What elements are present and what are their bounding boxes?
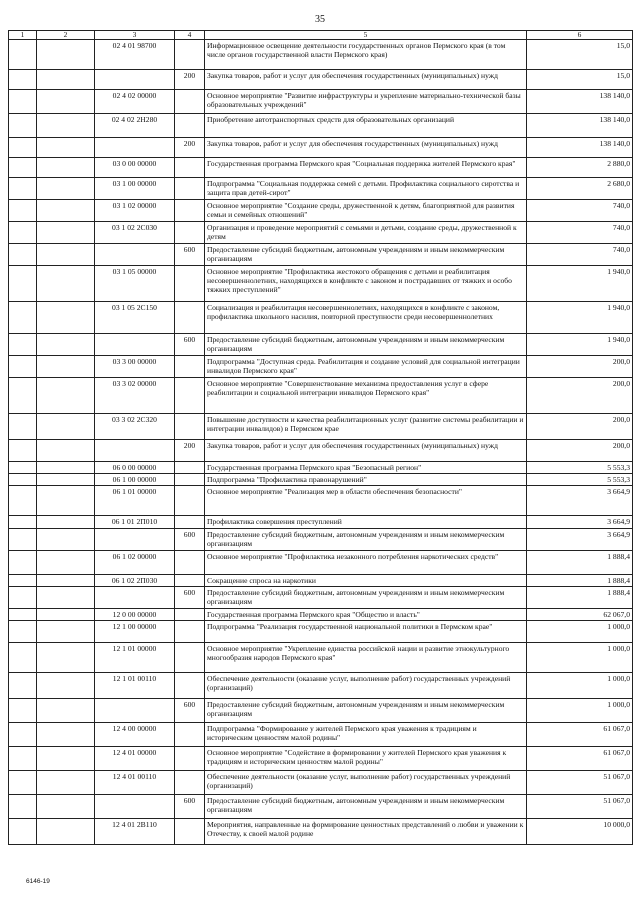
cell-name: Повышение доступности и качества реабилитационных услуг (развитие системы реабилитации и интеграции инвалидов) в Пермском крае	[205, 414, 527, 440]
cell-col2	[37, 114, 95, 138]
cell-col2	[37, 608, 95, 620]
cell-code: 12 4 00 00000	[95, 723, 175, 747]
table-row	[9, 795, 633, 819]
cell-expense-type: 200	[175, 138, 205, 158]
cell-expense-type	[175, 723, 205, 747]
cell-amount: 61 067,0	[527, 747, 633, 771]
cell-col1	[9, 222, 37, 244]
cell-code: 03 0 00 00000	[95, 158, 175, 178]
column-header: 1	[9, 31, 37, 40]
cell-amount: 3 664,9	[527, 528, 633, 550]
table-row	[9, 673, 633, 699]
cell-expense-type	[175, 747, 205, 771]
cell-col1	[9, 70, 37, 90]
cell-col1	[9, 158, 37, 178]
cell-expense-type	[175, 200, 205, 222]
cell-col1	[9, 356, 37, 378]
cell-name: Предоставление субсидий бюджетным, автономным учреждениям и иным некоммерческим организациям	[205, 586, 527, 608]
cell-col1	[9, 40, 37, 70]
table-row	[9, 528, 633, 550]
cell-col2	[37, 70, 95, 90]
cell-amount: 1 940,0	[527, 266, 633, 302]
table-row	[9, 586, 633, 608]
cell-code: 12 4 01 00110	[95, 771, 175, 795]
cell-expense-type	[175, 486, 205, 516]
cell-col1	[9, 550, 37, 574]
cell-amount: 1 940,0	[527, 334, 633, 356]
cell-code: 03 1 00 00000	[95, 178, 175, 200]
cell-name: Основное мероприятие "Создание среды, дружественной к детям, благоприятной для развития семьи и семейных отношений"	[205, 200, 527, 222]
footer-code: 6146-19	[26, 878, 50, 885]
cell-code: 06 1 02 2П030	[95, 574, 175, 586]
table-row	[9, 643, 633, 673]
cell-code: 03 3 00 00000	[95, 356, 175, 378]
cell-col1	[9, 643, 37, 673]
cell-col1	[9, 334, 37, 356]
cell-expense-type	[175, 608, 205, 620]
cell-amount: 15,0	[527, 40, 633, 70]
cell-amount: 61 067,0	[527, 723, 633, 747]
cell-code	[95, 528, 175, 550]
cell-col2	[37, 586, 95, 608]
table-row	[9, 608, 633, 620]
cell-code: 02 4 01 98700	[95, 40, 175, 70]
cell-expense-type	[175, 40, 205, 70]
table-row	[9, 621, 633, 643]
cell-col2	[37, 819, 95, 845]
cell-expense-type: 200	[175, 440, 205, 462]
table-row	[9, 723, 633, 747]
cell-col1	[9, 114, 37, 138]
cell-amount: 5 553,3	[527, 474, 633, 486]
cell-amount: 200,0	[527, 414, 633, 440]
cell-amount: 51 067,0	[527, 771, 633, 795]
cell-amount: 1 888,4	[527, 586, 633, 608]
cell-code: 12 1 00 00000	[95, 621, 175, 643]
cell-amount: 51 067,0	[527, 795, 633, 819]
cell-name: Закупка товаров, работ и услуг для обеспечения государственных (муниципальных) нужд	[205, 440, 527, 462]
cell-expense-type: 600	[175, 586, 205, 608]
cell-name: Государственная программа Пермского края "Общество и власть"	[205, 608, 527, 620]
cell-amount: 1 888,4	[527, 574, 633, 586]
cell-amount: 5 553,3	[527, 462, 633, 474]
cell-code	[95, 70, 175, 90]
cell-name: Профилактика совершения преступлений	[205, 516, 527, 528]
table-row	[9, 747, 633, 771]
cell-col2	[37, 266, 95, 302]
cell-col1	[9, 574, 37, 586]
table-row	[9, 771, 633, 795]
table-row	[9, 114, 633, 138]
cell-expense-type	[175, 90, 205, 114]
cell-amount: 200,0	[527, 440, 633, 462]
cell-col1	[9, 516, 37, 528]
table-row	[9, 222, 633, 244]
cell-expense-type	[175, 643, 205, 673]
cell-expense-type	[175, 114, 205, 138]
table-row	[9, 178, 633, 200]
cell-amount: 2 880,0	[527, 158, 633, 178]
cell-code	[95, 334, 175, 356]
cell-expense-type	[175, 474, 205, 486]
cell-expense-type	[175, 178, 205, 200]
cell-col1	[9, 795, 37, 819]
cell-col2	[37, 643, 95, 673]
cell-col2	[37, 414, 95, 440]
cell-col1	[9, 771, 37, 795]
table-row	[9, 356, 633, 378]
cell-expense-type	[175, 462, 205, 474]
cell-expense-type	[175, 771, 205, 795]
cell-amount: 1 000,0	[527, 699, 633, 723]
cell-name: Основное мероприятие "Реализация мер в области обеспечения безопасности"	[205, 486, 527, 516]
table-row	[9, 474, 633, 486]
cell-name: Предоставление субсидий бюджетным, автономным учреждениям и иным некоммерческим организациям	[205, 795, 527, 819]
cell-col2	[37, 302, 95, 334]
table-row	[9, 266, 633, 302]
table-row	[9, 516, 633, 528]
cell-col1	[9, 178, 37, 200]
cell-col1	[9, 699, 37, 723]
cell-col2	[37, 462, 95, 474]
cell-col1	[9, 586, 37, 608]
cell-name: Основное мероприятие "Укрепление единства российской нации и развитие этнокультурного многообразия народов Пермского края"	[205, 643, 527, 673]
column-header: 4	[175, 31, 205, 40]
cell-expense-type	[175, 574, 205, 586]
cell-col1	[9, 819, 37, 845]
table-row	[9, 462, 633, 474]
cell-expense-type: 600	[175, 528, 205, 550]
cell-col2	[37, 90, 95, 114]
cell-amount: 3 664,9	[527, 516, 633, 528]
cell-col1	[9, 462, 37, 474]
cell-name: Подпрограмма "Реализация государственной национальной политики в Пермском крае"	[205, 621, 527, 643]
cell-col2	[37, 440, 95, 462]
cell-amount: 200,0	[527, 378, 633, 414]
cell-col1	[9, 528, 37, 550]
table-row	[9, 200, 633, 222]
cell-code: 03 3 02 2С320	[95, 414, 175, 440]
cell-col1	[9, 414, 37, 440]
table-row	[9, 138, 633, 158]
cell-col2	[37, 474, 95, 486]
cell-amount: 1 000,0	[527, 621, 633, 643]
cell-amount: 740,0	[527, 244, 633, 266]
cell-name: Организация и проведение мероприятий с семьями и детьми, создание среды, дружественной к детям	[205, 222, 527, 244]
cell-code: 06 1 01 2П010	[95, 516, 175, 528]
cell-name: Закупка товаров, работ и услуг для обеспечения государственных (муниципальных) нужд	[205, 70, 527, 90]
cell-expense-type	[175, 222, 205, 244]
cell-name: Социализация и реабилитация несовершеннолетних, находящихся в конфликте с законом, профилактика школьного насилия, повторной преступности среди несовершеннолетних	[205, 302, 527, 334]
cell-col2	[37, 486, 95, 516]
cell-expense-type	[175, 621, 205, 643]
cell-amount: 15,0	[527, 70, 633, 90]
cell-expense-type	[175, 378, 205, 414]
cell-code: 03 1 02 2С030	[95, 222, 175, 244]
cell-col2	[37, 723, 95, 747]
table-row	[9, 819, 633, 845]
cell-col2	[37, 795, 95, 819]
cell-expense-type	[175, 673, 205, 699]
column-header: 5	[205, 31, 527, 40]
cell-col2	[37, 178, 95, 200]
cell-amount: 138 140,0	[527, 114, 633, 138]
cell-col1	[9, 486, 37, 516]
cell-col2	[37, 516, 95, 528]
cell-name: Основное мероприятие "Содействие в формировании у жителей Пермского края уважения к традициям и историческим ценностям малой родины"	[205, 747, 527, 771]
cell-code: 12 1 01 00000	[95, 643, 175, 673]
cell-amount: 1 888,4	[527, 550, 633, 574]
cell-code	[95, 138, 175, 158]
table-row	[9, 550, 633, 574]
cell-col1	[9, 440, 37, 462]
cell-code: 06 0 00 00000	[95, 462, 175, 474]
cell-name: Предоставление субсидий бюджетным, автономным учреждениям и иным некоммерческим организациям	[205, 244, 527, 266]
cell-code: 06 1 01 00000	[95, 486, 175, 516]
cell-col1	[9, 621, 37, 643]
cell-code: 03 3 02 00000	[95, 378, 175, 414]
cell-code: 02 4 02 2Н280	[95, 114, 175, 138]
cell-code: 12 4 01 2В110	[95, 819, 175, 845]
cell-col2	[37, 244, 95, 266]
table-row	[9, 158, 633, 178]
cell-name: Государственная программа Пермского края "Безопасный регион"	[205, 462, 527, 474]
cell-expense-type	[175, 302, 205, 334]
cell-name: Подпрограмма "Профилактика правонарушений"	[205, 474, 527, 486]
cell-code: 03 1 02 00000	[95, 200, 175, 222]
cell-expense-type	[175, 414, 205, 440]
cell-col1	[9, 90, 37, 114]
cell-code: 02 4 02 00000	[95, 90, 175, 114]
cell-code: 06 1 00 00000	[95, 474, 175, 486]
cell-col2	[37, 528, 95, 550]
column-header: 3	[95, 31, 175, 40]
cell-name: Основное мероприятие "Совершенствование механизма предоставления услуг в сфере реабилитации и социальной интеграции инвалидов Пермского края"	[205, 378, 527, 414]
cell-col2	[37, 574, 95, 586]
table-row	[9, 40, 633, 70]
cell-name: Основное мероприятие "Профилактика жестокого обращения с детьми и реабилитация несовершеннолетних, находящихся в конфликте с законом и пострадавших от тяжких и особо тяжких преступлений"	[205, 266, 527, 302]
cell-col1	[9, 200, 37, 222]
cell-col1	[9, 266, 37, 302]
cell-name: Предоставление субсидий бюджетным, автономным учреждениям и иным некоммерческим организациям	[205, 699, 527, 723]
table-row	[9, 574, 633, 586]
cell-code: 12 0 00 00000	[95, 608, 175, 620]
cell-amount: 3 664,9	[527, 486, 633, 516]
cell-amount: 1 000,0	[527, 673, 633, 699]
cell-expense-type: 600	[175, 699, 205, 723]
cell-expense-type: 600	[175, 334, 205, 356]
column-header: 6	[527, 31, 633, 40]
cell-amount: 2 680,0	[527, 178, 633, 200]
table-row	[9, 334, 633, 356]
table-body	[9, 40, 633, 845]
cell-code	[95, 586, 175, 608]
cell-expense-type: 600	[175, 244, 205, 266]
cell-name: Предоставление субсидий бюджетным, автономным учреждениям и иным некоммерческим организациям	[205, 528, 527, 550]
cell-amount: 138 140,0	[527, 138, 633, 158]
page-number: 35	[315, 14, 325, 25]
cell-name: Основное мероприятие "Развитие инфраструктуры и укрепление материально-технической базы образовательных учреждений"	[205, 90, 527, 114]
cell-col2	[37, 138, 95, 158]
cell-amount: 1 940,0	[527, 302, 633, 334]
cell-col2	[37, 158, 95, 178]
table-header-row	[9, 31, 633, 40]
cell-col2	[37, 771, 95, 795]
cell-name: Обеспечение деятельности (оказание услуг, выполнение работ) государственных учреждений (организаций)	[205, 771, 527, 795]
cell-name: Основное мероприятие "Профилактика незаконного потребления наркотических средств"	[205, 550, 527, 574]
cell-col2	[37, 378, 95, 414]
cell-col2	[37, 334, 95, 356]
table-row	[9, 378, 633, 414]
cell-col1	[9, 608, 37, 620]
cell-amount: 138 140,0	[527, 90, 633, 114]
cell-amount: 740,0	[527, 200, 633, 222]
table-row	[9, 414, 633, 440]
cell-expense-type	[175, 819, 205, 845]
cell-col2	[37, 621, 95, 643]
cell-name: Государственная программа Пермского края "Социальная поддержка жителей Пермского края"	[205, 158, 527, 178]
cell-name: Подпрограмма "Доступная среда. Реабилитация и создание условий для социальной интеграции инвалидов Пермского края"	[205, 356, 527, 378]
cell-code: 03 1 05 00000	[95, 266, 175, 302]
cell-expense-type	[175, 266, 205, 302]
cell-expense-type	[175, 516, 205, 528]
cell-amount: 740,0	[527, 222, 633, 244]
cell-name: Предоставление субсидий бюджетным, автономным учреждениям и иным некоммерческим организациям	[205, 334, 527, 356]
cell-code	[95, 795, 175, 819]
cell-col2	[37, 40, 95, 70]
cell-col2	[37, 222, 95, 244]
cell-amount: 1 000,0	[527, 643, 633, 673]
cell-col1	[9, 747, 37, 771]
cell-name: Информационное освещение деятельности государственных органов Пермского края (в том числе органов государственной власти Пермского края)	[205, 40, 527, 70]
budget-table	[8, 30, 633, 845]
cell-code	[95, 699, 175, 723]
cell-name: Сокращение спроса на наркотики	[205, 574, 527, 586]
cell-expense-type	[175, 356, 205, 378]
cell-amount: 200,0	[527, 356, 633, 378]
column-header: 2	[37, 31, 95, 40]
table-row	[9, 90, 633, 114]
cell-code	[95, 244, 175, 266]
cell-amount: 62 067,0	[527, 608, 633, 620]
table-row	[9, 70, 633, 90]
cell-col1	[9, 723, 37, 747]
cell-expense-type: 200	[175, 70, 205, 90]
cell-col1	[9, 138, 37, 158]
cell-col2	[37, 550, 95, 574]
cell-col1	[9, 378, 37, 414]
cell-name: Подпрограмма "Социальная поддержка семей с детьми. Профилактика социального сиротства и защита прав детей-сирот"	[205, 178, 527, 200]
table-row	[9, 440, 633, 462]
cell-code: 03 1 05 2С150	[95, 302, 175, 334]
cell-col2	[37, 747, 95, 771]
table-row	[9, 486, 633, 516]
cell-expense-type	[175, 550, 205, 574]
cell-name: Приобретение автотранспортных средств для образовательных организаций	[205, 114, 527, 138]
table-row	[9, 699, 633, 723]
cell-code: 12 4 01 00000	[95, 747, 175, 771]
cell-name: Закупка товаров, работ и услуг для обеспечения государственных (муниципальных) нужд	[205, 138, 527, 158]
cell-expense-type: 600	[175, 795, 205, 819]
cell-name: Мероприятия, направленные на формирование ценностных представлений о любви и уважении к Отечеству, к своей малой родине	[205, 819, 527, 845]
cell-name: Подпрограмма "Формирование у жителей Пермского края уважения к традициям и историческим ценностям малой родины"	[205, 723, 527, 747]
cell-col1	[9, 302, 37, 334]
cell-col1	[9, 474, 37, 486]
cell-expense-type	[175, 158, 205, 178]
table-row	[9, 244, 633, 266]
cell-col2	[37, 699, 95, 723]
cell-col1	[9, 673, 37, 699]
cell-code	[95, 440, 175, 462]
cell-col1	[9, 244, 37, 266]
cell-code: 12 1 01 00110	[95, 673, 175, 699]
cell-col2	[37, 200, 95, 222]
table-row	[9, 302, 633, 334]
cell-col2	[37, 356, 95, 378]
cell-col2	[37, 673, 95, 699]
cell-code: 06 1 02 00000	[95, 550, 175, 574]
cell-amount: 10 000,0	[527, 819, 633, 845]
cell-name: Обеспечение деятельности (оказание услуг, выполнение работ) государственных учреждений (организаций)	[205, 673, 527, 699]
